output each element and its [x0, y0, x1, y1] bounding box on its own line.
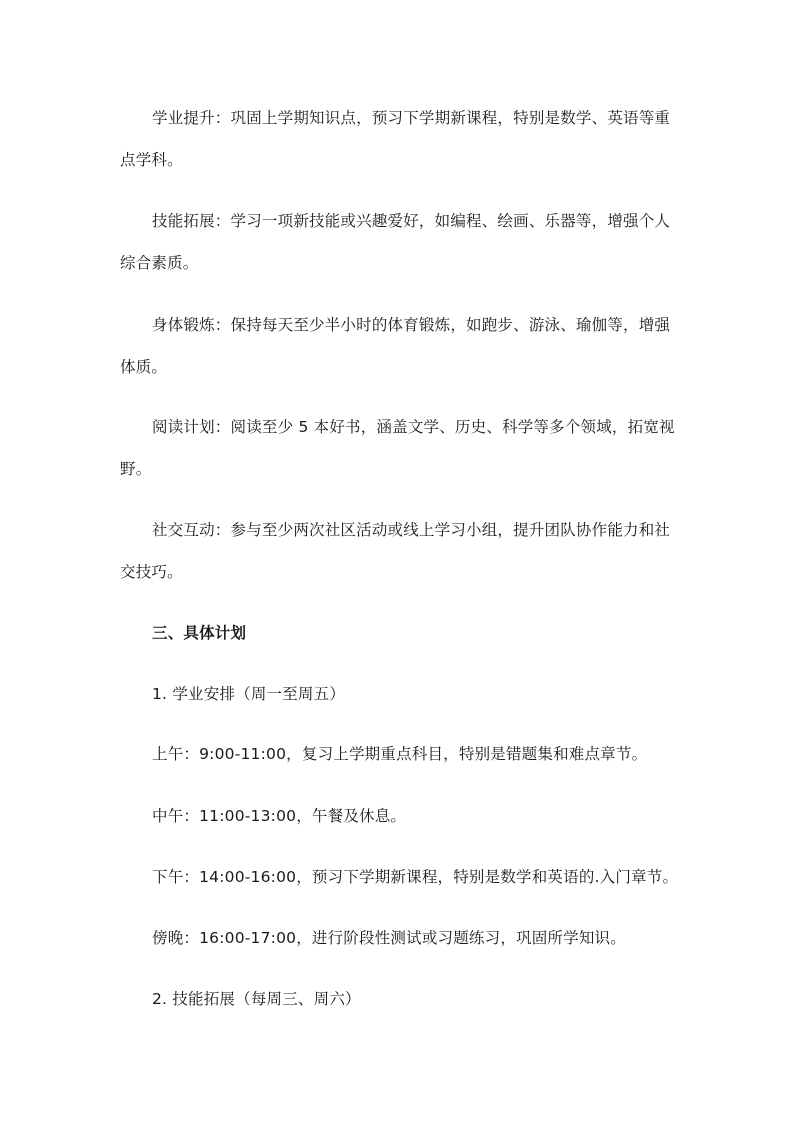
- goal-reading-label: 阅读计划：: [152, 418, 231, 436]
- schedule-afternoon: 下午：14:00-16:00，预习下学期新课程，特别是数学和英语的.入门章节。: [152, 868, 679, 886]
- goal-exercise-label: 身体锻炼：: [152, 316, 231, 334]
- schedule-evening: 傍晚：16:00-17:00，进行阶段性测试或习题练习，巩固所学知识。: [152, 929, 626, 947]
- goal-academic: [120, 97, 680, 181]
- schedule-morning: 上午：9:00-11:00，复习上学期重点科目，特别是错题集和难点章节。: [152, 745, 648, 763]
- goal-exercise: [120, 304, 680, 388]
- goal-social-label: 社交互动：: [152, 521, 231, 539]
- section-heading: 三、具体计划: [152, 624, 247, 642]
- goal-exercise-text: 保持每天至少半小时的体育锻炼，如跑步、游泳、瑜伽等，增强体质。: [120, 316, 671, 376]
- goal-skills: [120, 200, 680, 284]
- goal-academic-text: 巩固上学期知识点，预习下学期新课程，特别是数学、英语等重点学科。: [120, 109, 671, 169]
- goal-social: [120, 509, 680, 593]
- subsection-skills-schedule: 2. 技能拓展（每周三、周六）: [152, 990, 361, 1008]
- subsection-academic-schedule: 1. 学业安排（周一至周五）: [152, 685, 346, 703]
- schedule-noon: 中午：11:00-13:00，午餐及休息。: [152, 807, 407, 825]
- goal-academic-label: 学业提升：: [152, 109, 231, 127]
- goal-reading-text: 阅读至少 5 本好书，涵盖文学、历史、科学等多个领域，拓宽视野。: [120, 418, 675, 478]
- goal-skills-text: 学习一项新技能或兴趣爱好，如编程、绘画、乐器等，增强个人综合素质。: [120, 212, 671, 272]
- goal-social-text: 参与至少两次社区活动或线上学习小组，提升团队协作能力和社交技巧。: [120, 521, 671, 581]
- goal-skills-label: 技能拓展：: [152, 212, 231, 230]
- goal-reading: [120, 406, 680, 490]
